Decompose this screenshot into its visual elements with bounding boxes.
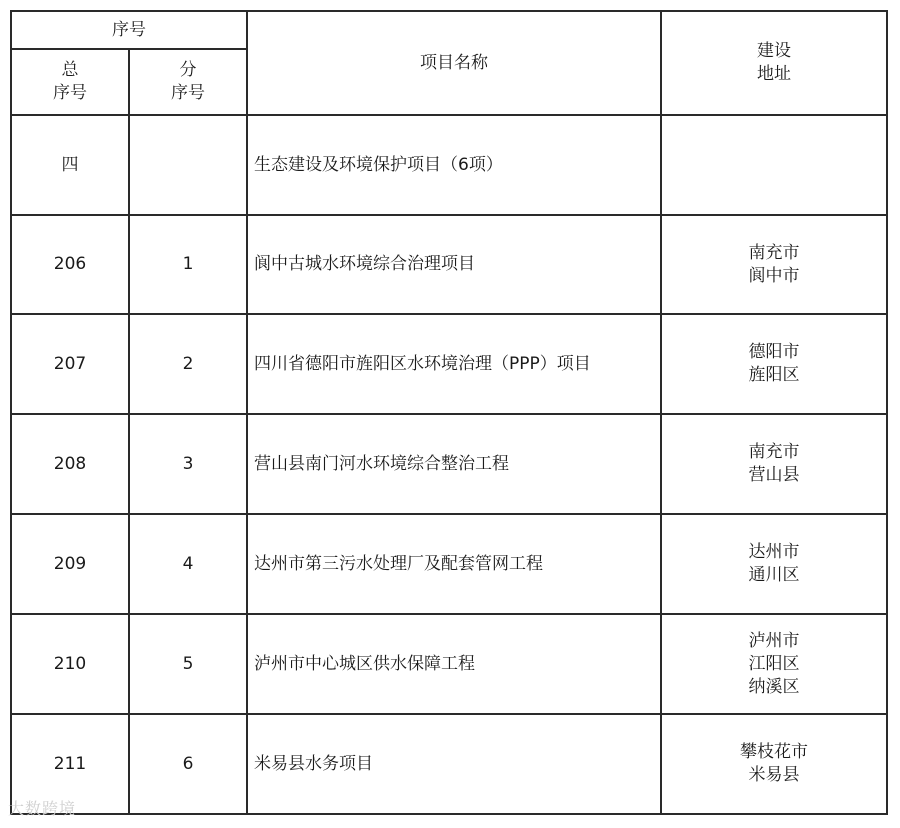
section-number: 四: [11, 115, 129, 215]
header-sub-seq-line: 序号: [171, 83, 205, 103]
section-row: [11, 115, 887, 215]
address-line: 米易县: [748, 765, 800, 785]
header-sub-seq: [129, 49, 247, 115]
row-sub-seq: 6: [129, 714, 247, 814]
address-line: 阆中市: [748, 265, 800, 286]
header-project-name: 项目名称: [247, 11, 661, 115]
section-sub: [129, 115, 247, 215]
address-line: 通川区: [748, 565, 800, 585]
row-project-name: 米易县水务项目: [247, 714, 661, 814]
row-project-name: 阆中古城水环境综合治理项目: [247, 215, 661, 314]
header-total-seq: [11, 49, 129, 115]
header-address-line: 建设: [757, 41, 791, 61]
row-total-seq: 211: [11, 714, 129, 814]
row-address: [661, 314, 887, 414]
row-project-name: 达州市第三污水处理厂及配套管网工程: [247, 514, 661, 614]
row-project-name: 泸州市中心城区供水保障工程: [247, 614, 661, 714]
address-line: 达州市: [748, 542, 800, 562]
section-name: 生态建设及环境保护项目（6项）: [247, 115, 661, 215]
row-address: [661, 514, 887, 614]
address-line: 旌阳区: [748, 365, 800, 385]
table-row: [11, 514, 887, 614]
row-sub-seq: 5: [129, 614, 247, 714]
row-total-seq: 210: [11, 614, 129, 714]
address-line: 营山县: [748, 465, 800, 485]
row-address: [661, 414, 887, 514]
address-line: 江阳区: [748, 653, 800, 674]
watermark: 大数跨境: [8, 799, 77, 818]
header-total-seq-line: 总: [61, 60, 79, 80]
table-row: [11, 414, 887, 514]
section-address: [661, 115, 887, 215]
address-line: 泸州市: [748, 630, 800, 651]
table-row: [11, 714, 887, 814]
row-total-seq: 209: [11, 514, 129, 614]
row-address: [661, 714, 887, 814]
row-sub-seq: 2: [129, 314, 247, 414]
row-address: [661, 614, 887, 714]
row-total-seq: 208: [11, 414, 129, 514]
row-project-name: 四川省德阳市旌阳区水环境治理（PPP）项目: [247, 314, 661, 414]
table-row: [11, 314, 887, 414]
row-total-seq: 207: [11, 314, 129, 414]
project-table: [10, 10, 888, 815]
table-row: [11, 614, 887, 714]
row-project-name: 营山县南门河水环境综合整治工程: [247, 414, 661, 514]
address-line: 德阳市: [748, 342, 800, 362]
address-line: 南充市: [748, 442, 800, 462]
header-sub-seq-line: 分: [179, 60, 197, 80]
row-sub-seq: 3: [129, 414, 247, 514]
table-row: [11, 215, 887, 314]
row-total-seq: 206: [11, 215, 129, 314]
row-sub-seq: 4: [129, 514, 247, 614]
header-total-seq-line: 序号: [53, 83, 87, 103]
header-address-line: 地址: [757, 64, 791, 84]
address-line: 纳溪区: [748, 676, 800, 697]
address-line: 攀枝花市: [740, 742, 808, 762]
header-row-1: [11, 11, 887, 49]
row-address: [661, 215, 887, 314]
address-line: 南充市: [748, 242, 800, 263]
row-sub-seq: 1: [129, 215, 247, 314]
header-address: [661, 11, 887, 115]
header-seq-group: 序号: [11, 11, 247, 49]
